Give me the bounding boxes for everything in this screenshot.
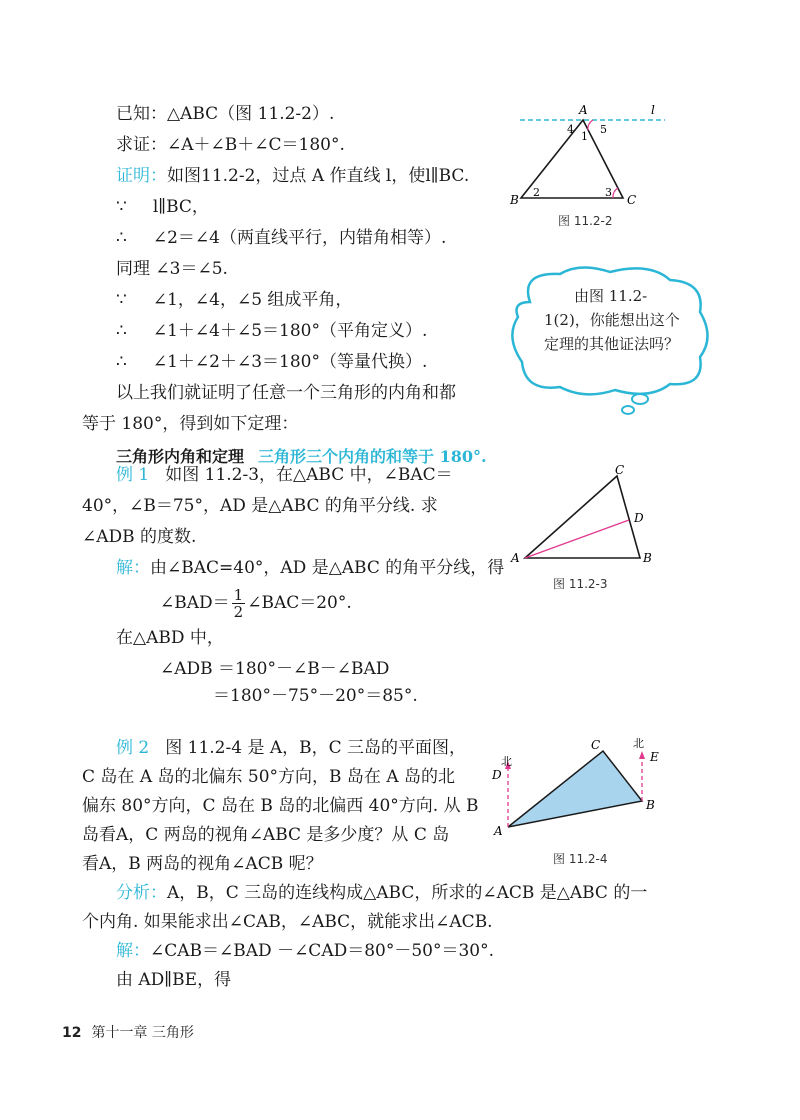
fraction-half [232, 587, 246, 620]
therefore-symbol: ∴ [116, 352, 127, 372]
angle-3-arc [613, 188, 618, 198]
figure-caption-11-2-3: 图 11.2-3 [553, 577, 608, 591]
angle-5-arc [588, 120, 593, 130]
summary-line-1: 以上我们就证明了任意一个三角形的内角和都 [116, 383, 456, 403]
theorem-text: 三角形三个内角的和等于 180°. [258, 447, 487, 466]
label-b: B [643, 551, 652, 565]
analysis-text: A，B，C 三岛的连线构成△ABC，所求的∠ACB 是△ABC 的一 [167, 883, 648, 903]
solution-label: 解： [116, 558, 150, 578]
proof-step-4 [116, 289, 352, 311]
fraction-numerator: 1 [233, 586, 244, 604]
proof-step-2 [116, 227, 446, 249]
because-symbol: ∵ [116, 290, 127, 310]
page-footer [62, 1022, 194, 1042]
label-north-a: 北 [501, 755, 512, 768]
example2-solution-1 [116, 940, 494, 962]
proof-step-1 [116, 196, 209, 218]
example1-text: 如图 11.2-3，在△ABC 中，∠BAC＝ [165, 465, 453, 485]
therefore-symbol: ∴ [116, 321, 127, 341]
analysis-label: 分析： [116, 883, 167, 903]
prove-line: 求证：∠A＋∠B＋∠C＝180°. [116, 135, 345, 155]
step-text: ∠1＋∠2＋∠3＝180°（等量代换）. [152, 352, 428, 372]
example1-equation-2: ∠ADB ＝180°－∠B－∠BAD [160, 659, 390, 679]
label-d: D [492, 768, 502, 782]
example1-solution [116, 557, 504, 579]
figure-11-2-4 [490, 735, 675, 845]
label-a: A [494, 824, 503, 838]
figure-caption-11-2-4: 图 11.2-4 [553, 852, 608, 866]
fraction-denominator: 2 [233, 603, 244, 621]
figure-caption-11-2-2: 图 11.2-2 [558, 214, 613, 228]
solution-text: ∠CAB＝∠BAD －∠CAD＝80°－50°＝30°. [150, 941, 495, 961]
example2-analysis-1 [116, 882, 647, 904]
example2-text: 图 11.2-4 是 A，B，C 三岛的平面图， [165, 738, 467, 758]
label-a: A [579, 103, 588, 117]
chapter-title: 第十一章 三角形 [91, 1025, 194, 1041]
label-b: B [510, 193, 519, 207]
figure-11-2-3 [505, 462, 675, 572]
therefore-symbol: ∴ [116, 228, 127, 248]
north-arrow-e [639, 751, 645, 759]
given-line: 已知：△ABC（图 11.2-2）. [116, 104, 335, 124]
because-symbol: ∵ [116, 197, 127, 217]
bisector-ad [525, 520, 629, 558]
label-a: A [511, 551, 520, 565]
label-2: 2 [533, 186, 540, 199]
theorem-name: 三角形内角和定理 [116, 447, 245, 466]
summary-line-2: 等于 180°，得到如下定理： [82, 414, 299, 434]
label-north-b: 北 [633, 737, 644, 750]
step-text: ∠2＝∠4（两直线平行，内错角相等）. [152, 228, 447, 248]
example1-line-3: ∠ADB 的度数. [82, 527, 197, 547]
example1-line-2: 40°，∠B＝75°，AD 是△ABC 的角平分线. 求 [82, 496, 438, 516]
bubble-text: 由图 11.2-1(2)，你能想出这个定理的其他证法吗？ [544, 287, 680, 353]
eq-right: ∠BAC＝20°. [247, 593, 352, 613]
example2-line-1 [116, 737, 466, 759]
eq-left: ∠BAD＝ [160, 593, 230, 613]
proof-step-5 [116, 320, 427, 342]
step-text: ∠1＋∠4＋∠5＝180°（平角定义）. [152, 321, 428, 341]
example2-line-4: 岛看A，C 两岛的视角∠ABC 是多少度？从 C 岛 [82, 825, 450, 845]
example2-analysis-2: 个内角. 如果能求出∠CAB，∠ABC，就能求出∠ACB. [82, 912, 493, 932]
solution-text: 由∠BAC=40°，AD 是△ABC 的角平分线，得 [150, 558, 505, 578]
label-e: E [650, 750, 659, 764]
label-c: C [591, 738, 601, 752]
example2-line-5: 看A，B 两岛的视角∠ACB 呢？ [82, 854, 323, 874]
proof-text: 如图11.2-2，过点 A 作直线 l，使l∥BC. [167, 166, 470, 186]
proof-step-6 [116, 351, 427, 373]
solution-label: 解： [116, 941, 150, 961]
example1-solution-2: 在△ABD 中， [116, 628, 224, 648]
proof-step-3: 同理 ∠3＝∠5. [116, 259, 228, 279]
label-1: 1 [581, 130, 588, 143]
proof-label: 证明： [116, 166, 167, 186]
label-c: C [627, 193, 637, 207]
example1-equation-1 [160, 586, 352, 620]
step-text: ∠1，∠4，∠5 组成平角， [152, 290, 353, 310]
label-l: l [651, 103, 655, 117]
proof-intro [116, 165, 469, 187]
label-d: D [634, 511, 644, 525]
label-4: 4 [567, 123, 574, 136]
page-number: 12 [62, 1025, 82, 1041]
example1-line-1 [116, 464, 453, 486]
example2-solution-2: 由 AD∥BE，得 [116, 970, 232, 990]
label-5: 5 [600, 123, 607, 136]
example2-line-3: 偏东 80°方向，C 岛在 B 岛的北偏西 40°方向. 从 B [82, 796, 479, 816]
triangle-abc [508, 751, 642, 827]
example2-label: 例 2 [116, 738, 150, 758]
label-c: C [615, 463, 625, 477]
example1-label: 例 1 [116, 465, 150, 485]
label-3: 3 [605, 186, 612, 199]
example1-equation-3: ＝180°－75°－20°＝85°. [213, 686, 418, 706]
label-b: B [646, 798, 655, 812]
step-text: l∥BC， [152, 197, 209, 217]
example2-line-2: C 岛在 A 岛的北偏东 50°方向，B 岛在 A 岛的北 [82, 767, 456, 787]
triangle-abc [525, 476, 640, 558]
